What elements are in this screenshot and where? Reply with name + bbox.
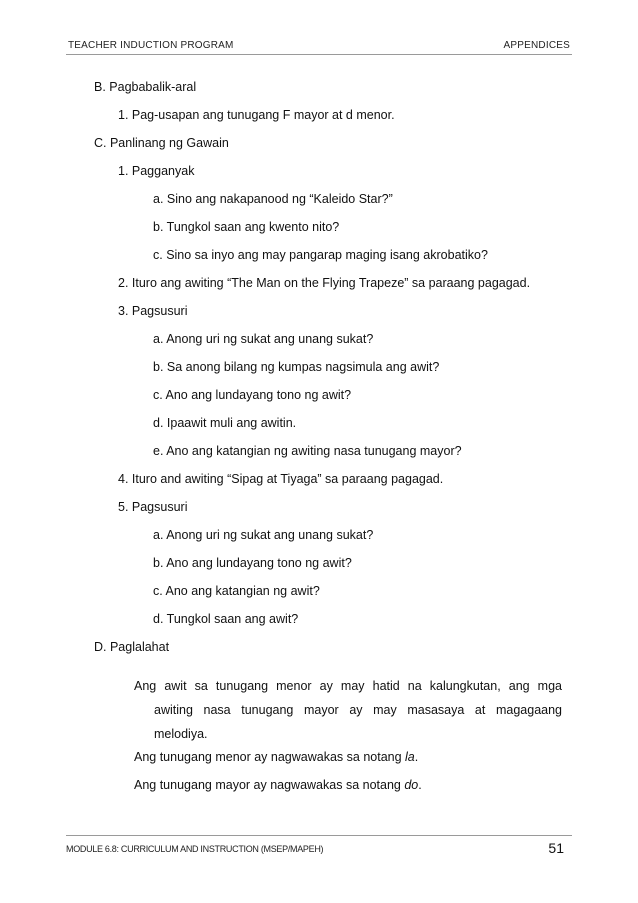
section-c-item-5: 5. Pagsusuri [118, 500, 188, 514]
header-section-title: APPENDICES [503, 40, 570, 51]
section-c-item-3-a: a. Anong uri ng sukat ang unang sukat? [153, 332, 374, 346]
section-c-item-3-e: e. Ano ang katangian ng awiting nasa tunugang mayor? [153, 444, 462, 458]
section-c-item-1-b: b. Tungkol saan ang kwento nito? [153, 220, 340, 234]
section-c-item-3-b: b. Sa anong bilang ng kumpas nagsimula ang awit? [153, 360, 440, 374]
footer-module-title: MODULE 6.8: CURRICULUM AND INSTRUCTION (MSEP/MAPEH) [66, 844, 324, 854]
section-d-paragraph-2-text: Ang tunugang menor ay nagwawakas sa notang [134, 750, 406, 764]
section-c-item-3: 3. Pagsusuri [118, 304, 188, 318]
section-d-paragraph-1-line-3: melodiya. [154, 727, 208, 741]
section-b-title: B. Pagbabalik-aral [94, 80, 197, 94]
section-d-paragraph-1 [134, 674, 562, 746]
section-d-paragraph-1-line-2: awiting nasa tunugang mayor ay may masasaya at magagaang [154, 703, 562, 717]
page-number: 51 [548, 840, 564, 856]
page-footer [66, 835, 572, 860]
section-c-item-5-b: b. Ano ang lundayang tono ng awit? [153, 556, 352, 570]
section-c-item-5-a: a. Anong uri ng sukat ang unang sukat? [153, 528, 374, 542]
section-c-item-5-c: c. Ano ang katangian ng awit? [153, 584, 320, 598]
section-d-paragraph-3-text: Ang tunugang mayor ay nagwawakas sa notang [134, 778, 405, 792]
section-c-item-1-c: c. Sino sa inyo ang may pangarap maging isang akrobatiko? [153, 248, 488, 262]
section-c-title: C. Panlinang ng Gawain [94, 136, 229, 150]
section-c-item-5-d: d. Tungkol saan ang awit? [153, 612, 299, 626]
section-b-item-1: 1. Pag-usapan ang tunugang F mayor at d menor. [118, 108, 395, 122]
page-header [66, 38, 572, 55]
section-d-title: D. Paglalahat [94, 640, 170, 654]
note-do: do [404, 778, 419, 792]
section-d-paragraph-1-line-1: Ang awit sa tunugang menor ay may hatid na kalungkutan, ang mga [134, 679, 562, 693]
section-c-item-1-a: a. Sino ang nakapanood ng “Kaleido Star?” [153, 192, 393, 206]
section-d-paragraph-3 [134, 778, 422, 793]
header-program-title: TEACHER INDUCTION PROGRAM [68, 40, 234, 51]
section-d-paragraph-3-end: . [418, 778, 422, 792]
section-c-item-1: 1. Pagganyak [118, 164, 195, 178]
section-c-item-4: 4. Ituro and awiting “Sipag at Tiyaga” sa paraang pagagad. [118, 472, 444, 486]
section-c-item-2: 2. Ituro ang awiting “The Man on the Flying Trapeze” sa paraang pagagad. [118, 276, 531, 290]
section-d-paragraph-2-end: . [414, 750, 419, 764]
section-c-item-3-c: c. Ano ang lundayang tono ng awit? [153, 388, 352, 402]
note-la: la [405, 750, 415, 764]
section-d-paragraph-2 [134, 750, 418, 765]
section-c-item-3-d: d. Ipaawit muli ang awitin. [153, 416, 297, 430]
